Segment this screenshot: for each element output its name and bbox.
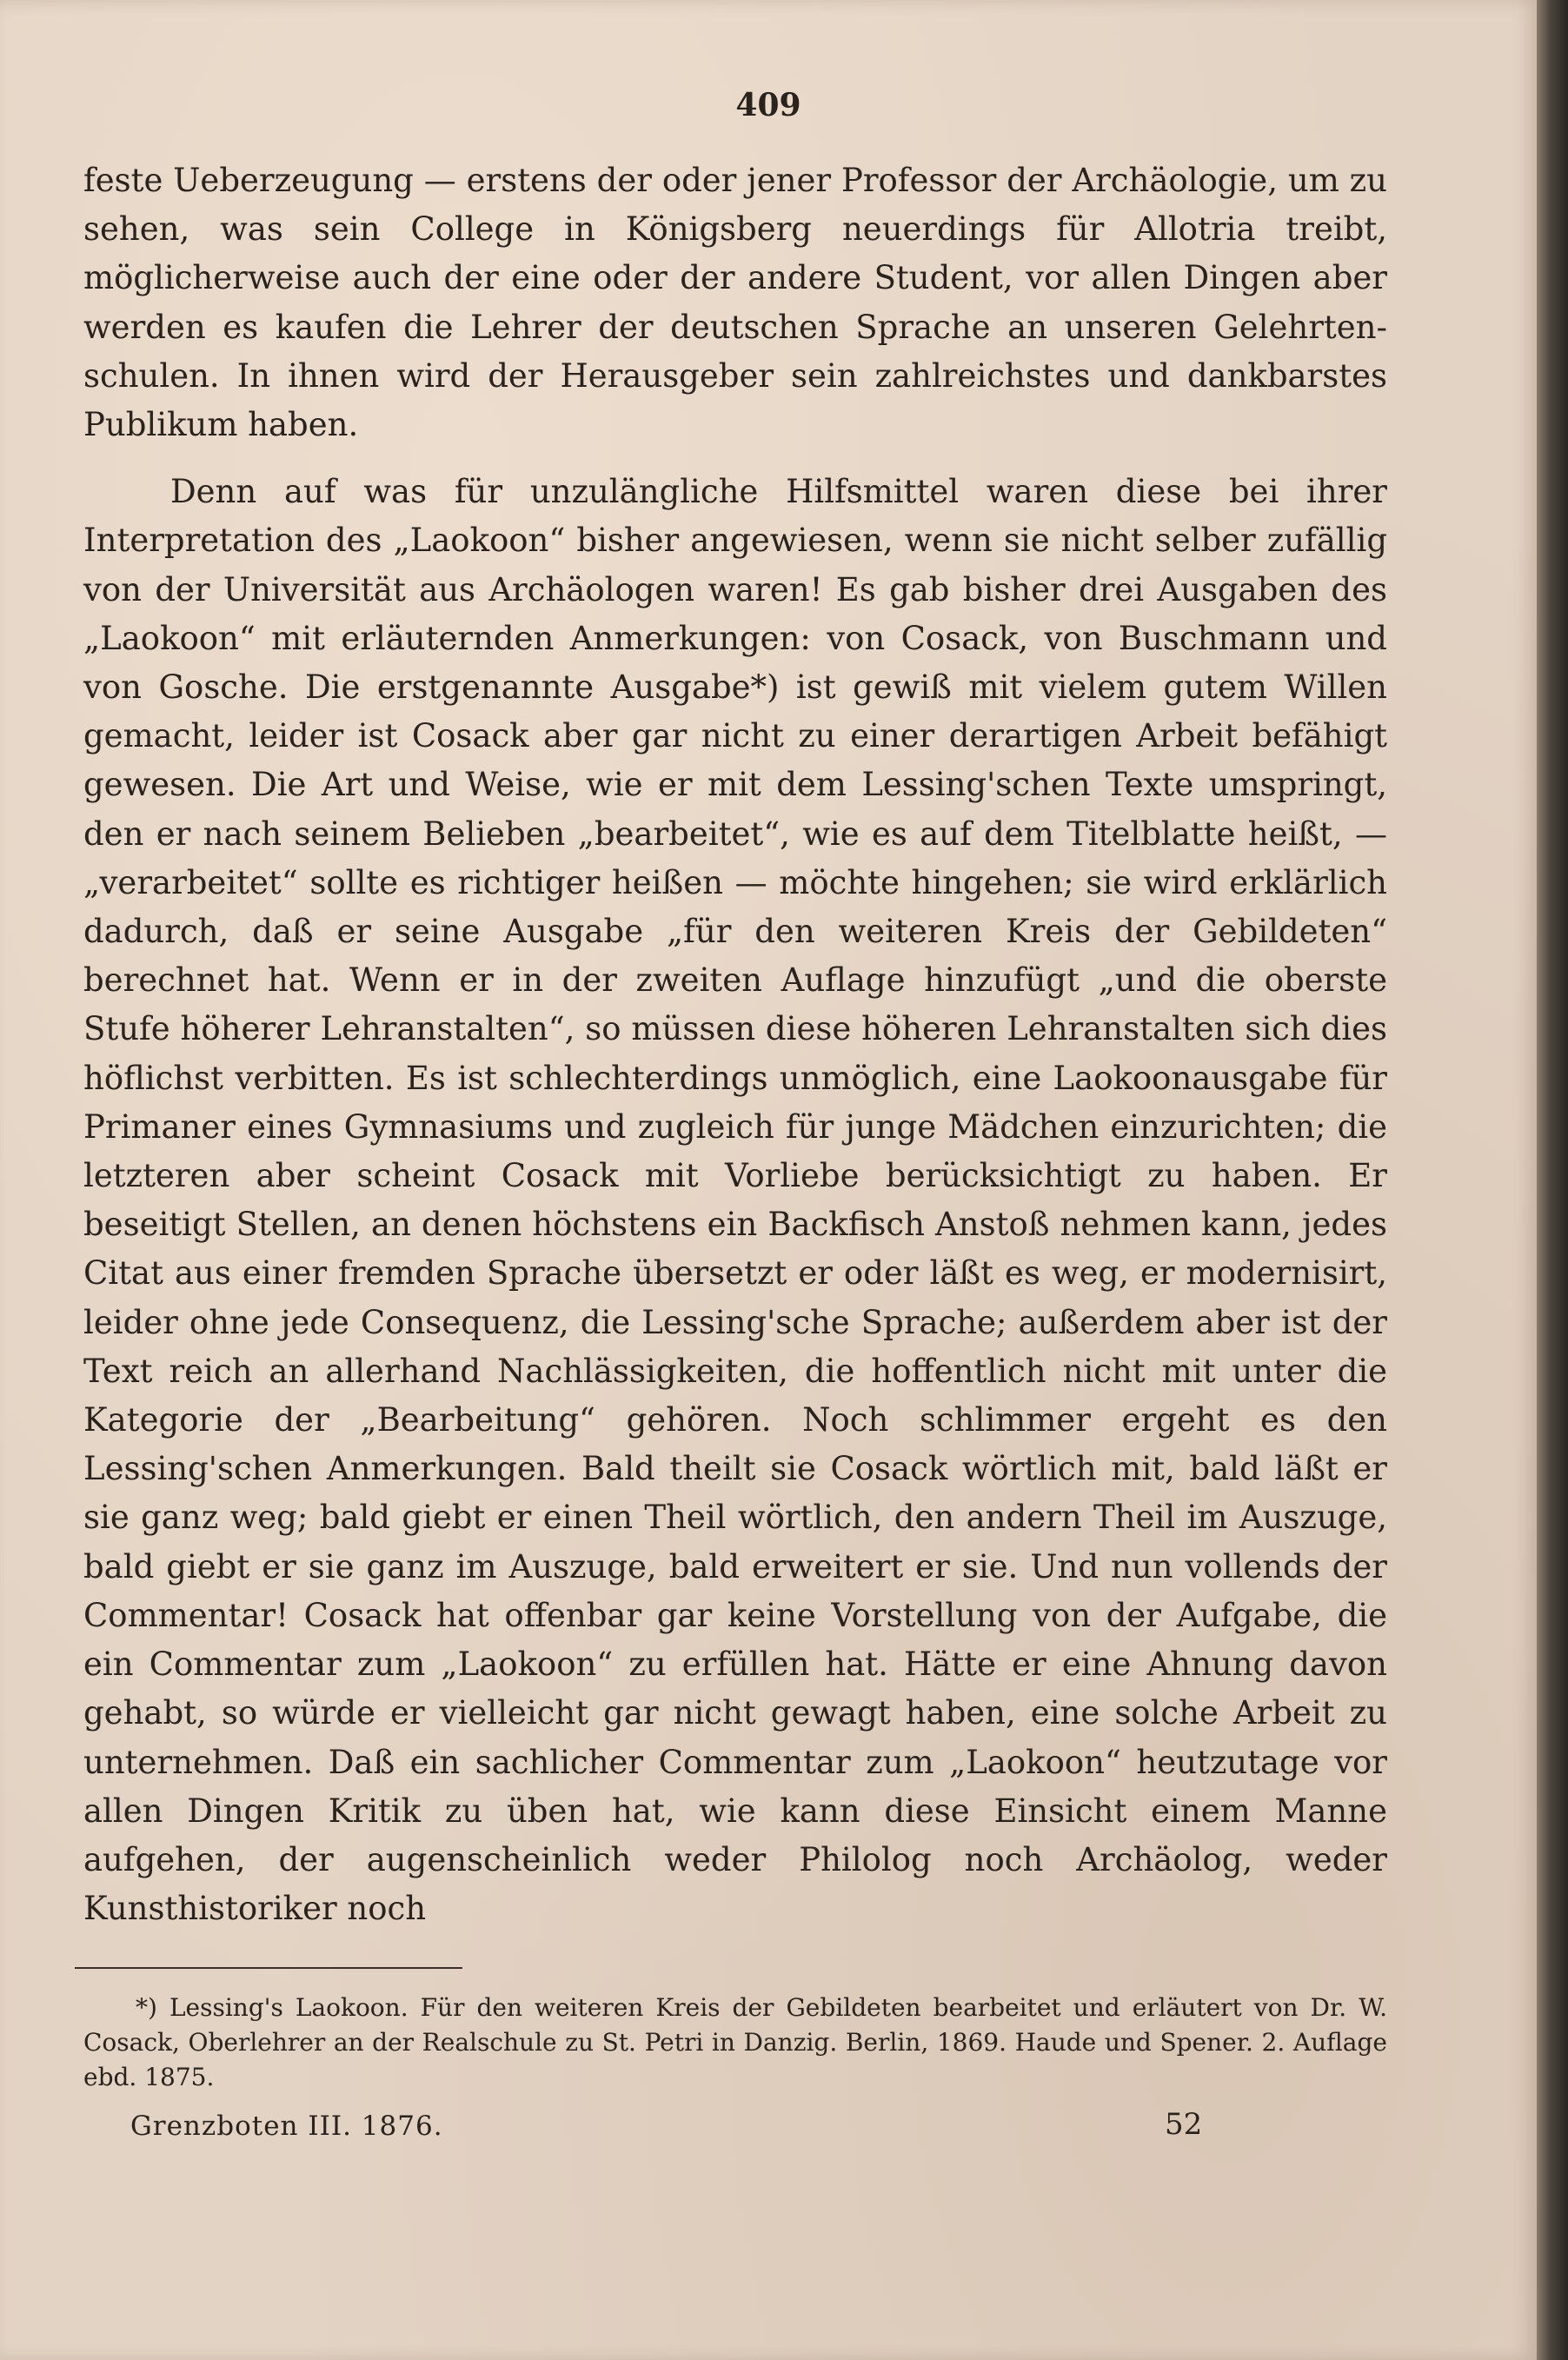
footnote-text: *) Lessing's Laokoon. Für den weiteren Kreis der Gebildeten bearbeitet und erläutert von Dr. W. Cosack, Oberlehrer an der Realschule zu St. Petri in Danzig. Berlin, 1869. Haude und Spener. 2. Auflage ebd. 1875.	[83, 1993, 1387, 2091]
footnote-divider	[75, 1967, 462, 1969]
footnote	[83, 1991, 1387, 2095]
paragraph-2: Denn auf was für unzulängliche Hilfsmittel waren diese bei ihrer Interpretation des „Laokoon“ bisher angewiesen, wenn sie nicht selber zufällig von der Universität aus Archäologen waren! Es gab bisher drei Ausgaben des „Laokoon“ mit erläuternden Anmerkungen: von Cosack, von Buschmann und von Gosche. Die erstgenannte Ausgabe*) ist gewiß mit vielem gutem Willen gemacht, leider ist Cosack aber gar nicht zu einer derartigen Arbeit befähigt gewesen. Die Art und Weise, wie er mit dem Lessing'schen Texte umspringt, den er nach seinem Belieben „bearbeitet“, wie es auf dem Titelblatte heißt, — „verarbeitet“ sollte es richtiger heißen — möchte hingehen; sie wird erklärlich dadurch, daß er seine Ausgabe „für den weiteren Kreis der Gebildeten“ berechnet hat. Wenn er in der zweiten Auflage hinzufügt „und die oberste Stufe höherer Lehranstalten“, so müssen diese höheren Lehranstalten sich dies höflichst verbitten. Es ist schlechterdings unmöglich, eine Laokoonausgabe für Primaner eines Gymnasiums und zugleich für junge Mädchen einzurichten; die letzteren aber scheint Cosack mit Vorliebe berücksichtigt zu haben. Er beseitigt Stellen, an denen höchstens ein Backfisch Anstoß nehmen kann, jedes Citat aus einer fremden Sprache übersetzt er oder läßt es weg, er modernisirt, leider ohne jede Consequenz, die Lessing'sche Sprache; außerdem aber ist der Text reich an allerhand Nachlässigkeiten, die hoffentlich nicht mit unter die Kategorie der „Bearbeitung“ gehören. Noch schlimmer ergeht es den Lessing'schen Anmerkungen. Bald theilt sie Cosack wörtlich mit, bald läßt er sie ganz weg; bald giebt er einen Theil wörtlich, den andern Theil im Auszuge, bald giebt er sie ganz im Auszuge, bald erweitert er sie. Und nun vollends der Commentar! Cosack hat offenbar gar keine Vorstellung von der Aufgabe, die ein Commentar zum „Laokoon“ zu erfüllen hat. Hätte er eine Ahnung davon gehabt, so würde er vielleicht gar nicht gewagt haben, eine solche Arbeit zu unternehmen. Daß ein sachlicher Commentar zum „Laokoon“ heutzutage vor allen Dingen Kritik zu üben hat, wie kann diese Einsicht einem Manne aufgehen, der augenscheinlich weder Philolog noch Archäolog, weder Kunsthistoriker noch	[83, 473, 1387, 1928]
page-edge-shadow	[1537, 0, 1568, 2360]
printer-signature: Grenzboten III. 1876.	[130, 2111, 443, 2142]
sheet-number: 52	[1165, 2107, 1203, 2142]
page-number: 409	[735, 87, 801, 123]
body-text	[83, 156, 1387, 1933]
paragraph-1: feste Ueberzeugung — erstens der oder jener Professor der Archäologie, um zu sehen, was sein College in Königsberg neuerdings für Allotria treibt, möglicherweise auch der eine oder der andere Student, vor allen Dingen aber werden es kaufen die Lehrer der deutschen Sprache an unseren Gelehrten-schulen. In ihnen wird der Herausgeber sein zahlreichstes und dankbarstes Publikum haben.	[83, 162, 1387, 444]
